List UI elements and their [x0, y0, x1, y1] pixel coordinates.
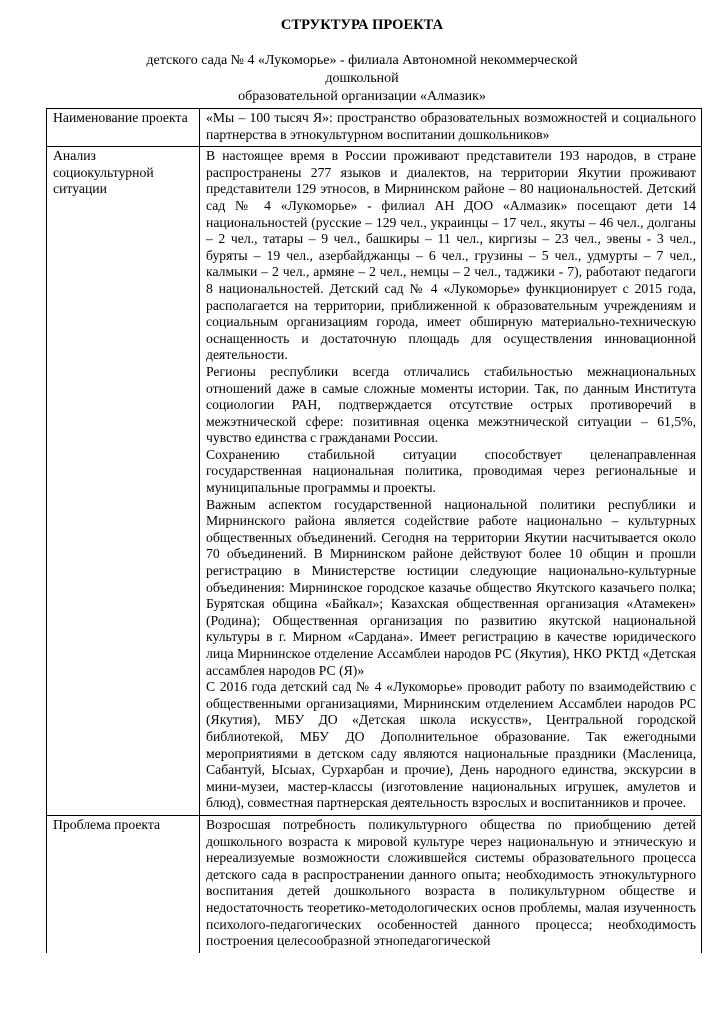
row-content — [200, 815, 702, 952]
paragraph: С 2016 года детский сад № 4 «Лукоморье» проводит работу по взаимодействию с общественными организациями, Мирнинским отделением Ассамблеи народов РС (Якутия), МБУ ДО «Детская школа искусств», Центральной городской библиотекой, МБУ ДО Дополнительное образование. Так ежегодными мероприятиями в детском саду являются национальные праздники (Масленица, Сабантуй, Ысыах, Сурхарбан и прочие), День народного единства, экскурсии в мини-музеи, мастер-классы (изготовление национальных игрушек, амулетов и блюд), совместная партнерская деятельность взрослых и воспитанников и прочее. — [206, 679, 696, 811]
table-row — [47, 109, 702, 147]
table-row — [47, 815, 702, 952]
paragraph: Возросшая потребность поликультурного общества по приобщению детей дошкольного возраста к мировой культуре через национальную и этническую и нереализуемые возможности сложившейся системы образовательного процесса детского сада в распространении данного опыта; необходимость этнокультурного воспитания детей дошкольного возраста в поликультурном обществе и недостаточность теоретико-методологических основ проблемы, малая изученность психолого-педагогических особенностей данного процесса; необходимость построения целесообразной этнопедагогической — [206, 816, 696, 949]
row-content — [200, 109, 702, 147]
subtitle-line-1: детского сада № 4 «Лукоморье» - филиала Автономной некоммерческой дошкольной — [146, 53, 578, 86]
paragraph: «Мы – 100 тысяч Я»: пространство образовательных возможностей и социального партнерства в этнокультурном воспитании дошкольников» — [206, 110, 696, 142]
row-label: Наименование проекта — [47, 109, 200, 147]
row-label: Проблема проекта — [47, 815, 200, 952]
row-content — [200, 147, 702, 816]
document-title: СТРУКТУРА ПРОЕКТА — [280, 17, 444, 33]
paragraph: Важным аспектом государственной национальной политики республики и Мирнинского района является содействие работе национально – культурных общественных объединений. Сегодня на территории Якутии насчитывается около 70 объединений. В Мирнинском районе действуют более 10 общин и прошли регистрацию в Министерстве юстиции следующие национально-культурные объединения: Мирнинское городское казачье общество Якутского казачьего полка; Бурятская община «Байкал»; Казахская общественная организация «Атамекен» (Родина); Общественная организация по развитию якутской национальной культуры в г. Мирном «Сардана». Имеет регистрацию в качестве юридического лица Мирнинское отделение Ассамблеи народов РС (Якутия), НКО РКТД «Детская ассамблея народов РС (Я)» — [206, 496, 696, 678]
paragraph: Сохранению стабильной ситуации способствует целенаправленная государственная национальная политика, проводимая через региональные и муниципальные программы и проекты. — [206, 446, 696, 496]
project-structure-table — [46, 108, 702, 953]
table-row — [47, 147, 702, 816]
row-label: Анализ социокультурной ситуации — [47, 147, 200, 816]
paragraph: Регионы республики всегда отличались стабильностью межнациональных отношений даже в самые сложные моменты истории. Так, по данным Института социологии РАН, подтверждается отсутствие острых противоречий в межэтнической сфере: позитивная оценка межэтнической ситуации – 61,5%, чувство единства с гражданами России. — [206, 363, 696, 446]
paragraph: В настоящее время в России проживают представители 193 народов, в стране распространены 277 языков и диалектов, на территории Якутии проживают представители 129 этносов, в Мирнинском районе – 80 национальностей. Детский сад № 4 «Лукоморье» - филиал АН ДОО «Алмазик» посещают дети 14 национальностей (русские – 129 чел., украинцы – 17 чел., якуты – 46 чел., долганы – 2 чел., татары – 9 чел., башкиры – 11 чел., киргизы – 23 чел., эвены - 3 чел., буряты – 19 чел., азербайджанцы – 6 чел., грузины – 5 чел., удмурты – 7 чел., калмыки – 2 чел., армяне – 2 чел., немцы – 2 чел., таджики - 7), работают педагоги 8 национальностей. Детский сад № 4 «Лукоморье» функционирует с 2015 года, располагается на территории, приближенной к образовательным учреждениям и социальным организациям города, имеет обширную материально-техническую оснащенность и достаточную площадь для осуществления инновационной деятельности. — [206, 148, 696, 363]
document-subtitle — [120, 52, 604, 106]
subtitle-line-2: образовательной организации «Алмазик» — [238, 89, 486, 104]
